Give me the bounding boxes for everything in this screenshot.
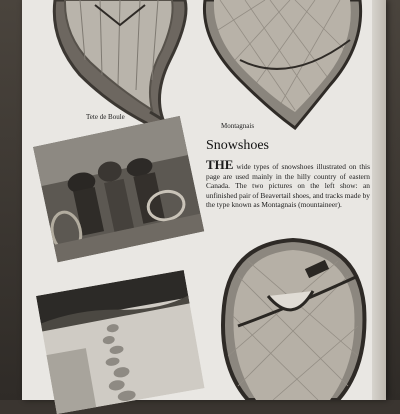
drop-cap: THE xyxy=(206,157,234,172)
snowshoe-tracks-photo xyxy=(36,270,205,414)
montagnais-snowshoe-image xyxy=(200,0,365,130)
page-edge xyxy=(372,0,386,400)
article-body xyxy=(206,157,370,210)
caption-tete-de-boule: Tete de Boule xyxy=(86,113,125,121)
article-heading: Snowshoes xyxy=(206,138,270,153)
article-body-text: wide types of snowshoes illustrated on this page are used mainly in the hilly country of eastern Canada. The two pictures on the left show: an unfinished pair of Beavertail shoes, and tracks made by the type known as Montagnais (mountaineer). xyxy=(206,162,370,209)
bottom-snowshoe-image xyxy=(218,236,368,400)
caption-montagnais: Montagnais xyxy=(221,122,255,130)
